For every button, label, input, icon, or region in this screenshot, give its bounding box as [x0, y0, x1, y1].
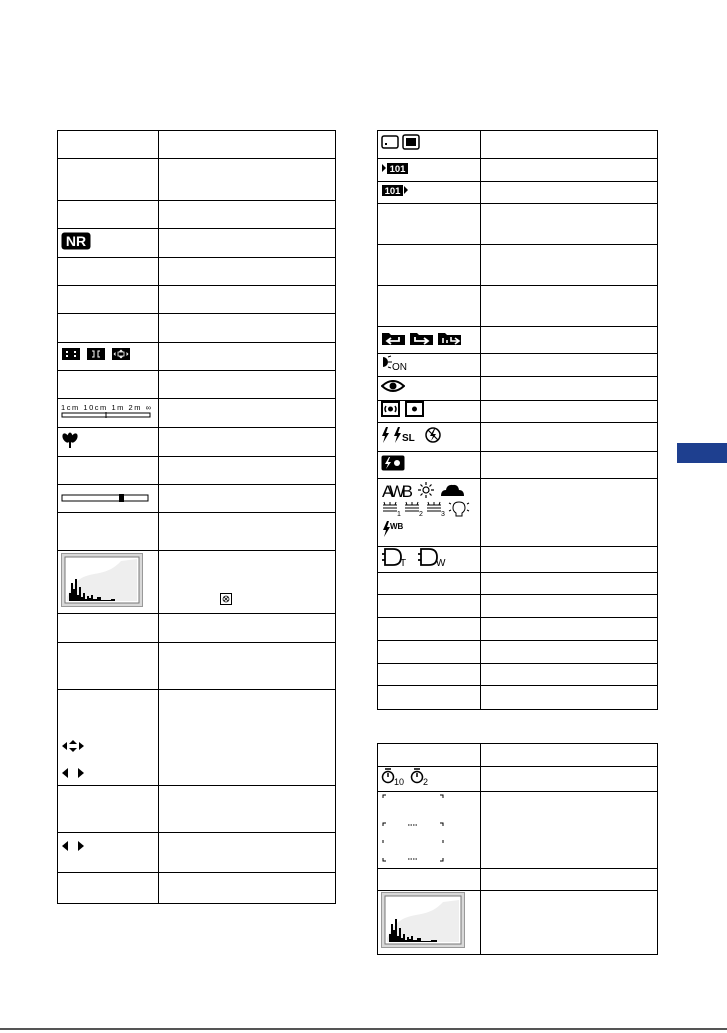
table-row	[58, 201, 336, 229]
row-text-cell	[481, 354, 658, 377]
cloud-icon	[441, 485, 464, 496]
row-text-cell	[481, 547, 658, 573]
row-text-cell	[159, 690, 336, 786]
row-text-cell	[481, 744, 658, 767]
table-row	[378, 869, 658, 891]
table-row	[58, 343, 336, 371]
page-bottom-rule	[0, 1028, 727, 1030]
svg-text:101: 101	[384, 186, 401, 197]
table-row	[378, 641, 658, 664]
conversion-lens-icon	[381, 547, 453, 567]
fluorescent-icon	[383, 502, 441, 511]
row-icon-cell	[58, 614, 159, 643]
table-row	[378, 595, 658, 618]
row-text-cell	[159, 371, 336, 399]
section-tab-marker	[677, 443, 727, 463]
row-text-cell	[159, 229, 336, 258]
row-text-cell	[159, 614, 336, 643]
macro-icon	[61, 431, 79, 449]
row-icon-cell	[378, 131, 481, 159]
row-text-cell	[159, 513, 336, 551]
row-text-cell	[481, 595, 658, 618]
table-row	[378, 573, 658, 595]
row-text-cell	[481, 401, 658, 423]
row-icon-cell	[58, 258, 159, 286]
row-text-cell	[481, 245, 658, 286]
row-text-cell	[481, 686, 658, 710]
row-icon-cell	[378, 891, 481, 955]
table-row	[58, 457, 336, 485]
row-icon-cell	[378, 159, 481, 182]
bottom-indicator-table	[377, 743, 658, 955]
row-icon-cell	[58, 485, 159, 513]
table-row	[378, 767, 658, 792]
table-row	[58, 286, 336, 314]
table-row	[378, 401, 658, 423]
row-icon-cell	[58, 314, 159, 343]
table-row	[58, 428, 336, 457]
table-row	[58, 513, 336, 551]
svg-text:10: 10	[394, 776, 405, 786]
white-balance-icon	[381, 479, 477, 541]
table-row	[378, 618, 658, 641]
table-row	[58, 159, 336, 201]
row-text-cell	[159, 833, 336, 873]
svg-text:SL: SL	[402, 432, 415, 444]
row-icon-cell	[58, 551, 159, 614]
table-row	[378, 182, 658, 204]
row-icon-cell	[58, 201, 159, 229]
row-text-cell	[159, 201, 336, 229]
flash-mode-icon	[381, 426, 449, 444]
row-icon-cell	[378, 354, 481, 377]
up-down-left-right-arrows-icon	[61, 739, 155, 753]
left-indicator-table	[57, 130, 336, 904]
svg-text:AWB: AWB	[382, 482, 413, 501]
table-row	[378, 423, 658, 452]
svg-text:ON: ON	[392, 361, 407, 371]
row-icon-cell	[58, 643, 159, 690]
row-icon-cell	[378, 744, 481, 767]
histogram-icon	[381, 892, 465, 948]
table-row	[58, 485, 336, 513]
svg-text:2: 2	[423, 776, 429, 786]
row-text-cell	[159, 159, 336, 201]
row-icon-cell	[378, 618, 481, 641]
row-icon-cell	[378, 641, 481, 664]
row-text-cell	[481, 792, 658, 869]
row-icon-cell	[58, 873, 159, 904]
row-text-cell	[481, 377, 658, 401]
row-icon-cell	[378, 286, 481, 327]
row-text-cell	[159, 428, 336, 457]
table-row	[378, 792, 658, 869]
media-icon	[381, 134, 421, 150]
incandescent-icon	[449, 502, 469, 516]
row-icon-cell	[58, 428, 159, 457]
row-text-cell	[159, 258, 336, 286]
row-text-cell	[159, 131, 336, 159]
row-icon-cell	[378, 547, 481, 573]
row-text-cell	[159, 314, 336, 343]
row-text-cell	[481, 204, 658, 245]
row-icon-cell	[378, 182, 481, 204]
row-icon-cell	[58, 786, 159, 833]
row-text-cell	[481, 573, 658, 595]
left-right-arrows-icon	[61, 767, 155, 779]
row-text-cell	[159, 551, 336, 614]
row-icon-cell	[58, 371, 159, 399]
table-row	[378, 686, 658, 710]
row-text-cell	[481, 479, 658, 547]
svg-text:101: 101	[389, 163, 406, 175]
svg-text:W: W	[436, 558, 446, 567]
table-row	[58, 314, 336, 343]
table-row	[378, 664, 658, 686]
row-text-cell	[159, 485, 336, 513]
table-row	[58, 258, 336, 286]
left-right-arrows-icon	[61, 840, 85, 852]
row-icon-cell	[378, 869, 481, 891]
row-text-cell	[481, 327, 658, 354]
row-icon-cell	[378, 452, 481, 479]
table-row	[58, 371, 336, 399]
folder-101-play-icon	[381, 183, 409, 197]
row-text-cell	[481, 891, 658, 955]
row-text-cell	[481, 182, 658, 204]
row-text-cell	[159, 399, 336, 428]
af-range-frame-icon	[381, 793, 445, 863]
row-text-cell	[159, 643, 336, 690]
row-icon-cell	[378, 423, 481, 452]
row-text-cell	[481, 131, 658, 159]
table-row	[58, 229, 336, 258]
row-text-cell	[481, 767, 658, 792]
slider-bar-icon	[61, 493, 151, 503]
row-icon-cell	[378, 686, 481, 710]
row-text-cell	[481, 423, 658, 452]
row-text-cell	[159, 457, 336, 485]
folder-change-icon	[381, 330, 463, 346]
sun-icon	[418, 482, 434, 498]
row-text-cell	[159, 343, 336, 371]
table-row	[378, 744, 658, 767]
nr-icon	[61, 232, 91, 250]
self-timer-icon	[381, 768, 437, 786]
svg-text:WB: WB	[390, 522, 404, 531]
row-icon-cell	[378, 767, 481, 792]
row-icon-cell	[58, 229, 159, 258]
table-row	[378, 479, 658, 547]
table-row	[378, 354, 658, 377]
row-icon-cell	[378, 792, 481, 869]
table-row	[378, 891, 658, 955]
row-icon-cell	[378, 245, 481, 286]
af-illuminator-icon	[381, 355, 413, 371]
row-icon-cell	[378, 401, 481, 423]
row-text-cell	[481, 664, 658, 686]
row-icon-cell	[58, 690, 159, 786]
table-row	[58, 643, 336, 690]
table-row	[378, 159, 658, 182]
svg-text:3: 3	[441, 511, 445, 518]
cancel-box-icon	[220, 592, 232, 610]
table-row	[378, 131, 658, 159]
table-row	[378, 327, 658, 354]
row-text-cell	[481, 869, 658, 891]
af-frames-icon	[61, 346, 133, 362]
table-row	[58, 833, 336, 873]
row-text-cell	[159, 873, 336, 904]
row-icon-cell	[378, 573, 481, 595]
row-icon-cell	[378, 377, 481, 401]
row-icon-cell	[378, 664, 481, 686]
row-icon-cell	[58, 286, 159, 314]
row-icon-cell	[378, 595, 481, 618]
svg-text:NR: NR	[65, 232, 87, 249]
focus-scale-icon	[61, 402, 153, 420]
metering-icon	[381, 401, 425, 417]
row-icon-cell	[378, 479, 481, 547]
table-row	[378, 204, 658, 245]
row-text-cell	[159, 786, 336, 833]
svg-text:T: T	[400, 558, 407, 567]
row-text-cell	[481, 159, 658, 182]
table-row	[58, 873, 336, 904]
table-row	[378, 286, 658, 327]
table-row	[58, 690, 336, 786]
row-icon-cell	[58, 457, 159, 485]
table-row	[378, 547, 658, 573]
row-icon-cell	[58, 399, 159, 428]
row-text-cell	[481, 618, 658, 641]
row-icon-cell	[378, 327, 481, 354]
folder-101-rec-icon	[381, 161, 409, 175]
table-row	[58, 551, 336, 614]
table-row	[378, 245, 658, 286]
right-indicator-table	[377, 130, 658, 710]
row-text-cell	[159, 286, 336, 314]
row-icon-cell	[58, 131, 159, 159]
red-eye-icon	[381, 378, 405, 394]
histogram-icon	[61, 553, 143, 607]
table-row	[58, 614, 336, 643]
row-text-cell	[481, 641, 658, 664]
svg-text:2: 2	[419, 511, 423, 518]
row-icon-cell	[58, 159, 159, 201]
table-row	[58, 786, 336, 833]
row-icon-cell	[58, 343, 159, 371]
table-row	[58, 131, 336, 159]
table-row	[378, 377, 658, 401]
table-row	[378, 452, 658, 479]
row-icon-cell	[58, 833, 159, 873]
row-text-cell	[481, 452, 658, 479]
table-row	[58, 399, 336, 428]
flash-level-icon	[381, 455, 405, 471]
svg-text:1: 1	[397, 511, 401, 518]
row-icon-cell	[58, 513, 159, 551]
row-text-cell	[481, 286, 658, 327]
svg-text:1cm 10cm 1m 2m ∞: 1cm 10cm 1m 2m ∞	[61, 402, 151, 412]
row-icon-cell	[378, 204, 481, 245]
